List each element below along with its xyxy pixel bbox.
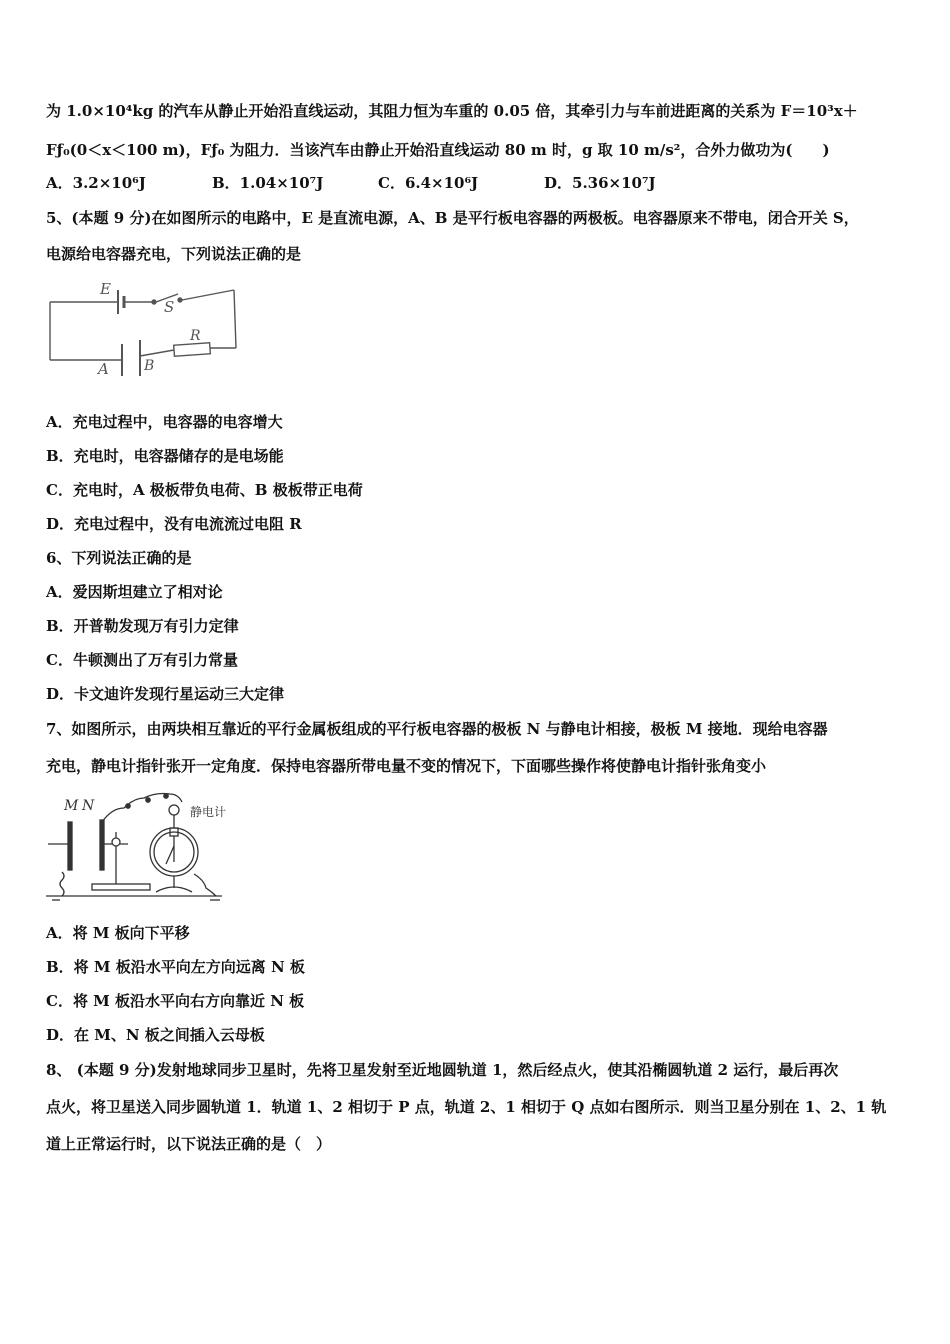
q5-stem-line1: 5、(本题 9 分)在如图所示的电路中，E 是直流电源，A、B 是平行板电容器的两极板。电容器原来不带电，闭合开关 S，: [46, 209, 859, 227]
q6-option-c: C．牛顿测出了万有引力常量: [46, 651, 238, 669]
q6-option-d: D．卡文迪许发现行星运动三大定律: [46, 685, 285, 703]
label-b: B: [144, 358, 155, 374]
q5-option-d: D．充电过程中，没有电流流过电阻 R: [46, 515, 302, 533]
q5-option-a: A．充电过程中，电容器的电容增大: [46, 413, 283, 431]
q6-option-a: A．爱因斯坦建立了相对论: [46, 583, 223, 601]
q4-options: [46, 173, 656, 193]
q8-stem-line2: 点火，将卫星送入同步圆轨道 1．轨道 1、2 相切于 P 点，轨道 2、1 相切于 Q 点如右图所示．则当卫星分别在 1、2、1 轨: [46, 1098, 887, 1116]
q4-stem-line2: Fƒ₀(0＜x＜100 m)，Fƒ₀ 为阻力．当该汽车由静止开始沿直线运动 80 m 时，g 取 10 m/s²，合外力做功为( ): [46, 141, 830, 159]
q7-stem-line2: 充电，静电计指针张开一定角度．保持电容器所带电量不变的情况下，下面哪些操作将使静电计指针张角变小: [46, 757, 767, 775]
q7-stem-line1: 7、如图所示，由两块相互靠近的平行金属板组成的平行板电容器的极板 N 与静电计相接，极板 M 接地．现给电容器: [46, 720, 828, 738]
circuit-diagram: [44, 278, 244, 382]
q4-option-a: A．3.2×10⁶J: [46, 174, 146, 192]
q7-option-b: B．将 M 板沿水平向左方向远离 N 板: [46, 958, 305, 976]
q8-stem-line3: 道上正常运行时，以下说法正确的是（ ）: [46, 1135, 332, 1153]
q5-option-c: C．充电时，A 极板带负电荷、B 极板带正电荷: [46, 481, 363, 499]
q7-option-c: C．将 M 板沿水平向右方向靠近 N 板: [46, 992, 305, 1010]
label-electroscope: 静电计: [190, 805, 227, 819]
q7-option-d: D．在 M、N 板之间插入云母板: [46, 1026, 265, 1044]
q4-option-b: B．1.04×10⁷J: [212, 174, 324, 192]
label-s: S: [164, 298, 175, 316]
q4-option-d: D．5.36×10⁷J: [544, 174, 656, 192]
q7-option-a: A．将 M 板向下平移: [46, 924, 190, 942]
q5-stem-line2: 电源给电容器充电，下列说法正确的是: [46, 245, 302, 263]
q4-stem-line1: 为 1.0×10⁴kg 的汽车从静止开始沿直线运动，其阻力恒为车重的 0.05 倍，其牵引力与车前进距离的关系为 F＝10³x＋: [46, 102, 858, 120]
label-e: E: [100, 280, 111, 298]
label-r: R: [190, 328, 201, 344]
q8-stem-line1: 8、 (本题 9 分)发射地球同步卫星时，先将卫星发射至近地圆轨道 1，然后经点火，使其沿椭圆轨道 2 运行，最后再次: [46, 1061, 839, 1079]
label-n: N: [82, 798, 95, 814]
q5-option-b: B．充电时，电容器储存的是电场能: [46, 447, 284, 465]
label-m: M: [64, 798, 79, 814]
q4-option-c: C．6.4×10⁶J: [378, 174, 479, 192]
q6-option-b: B．开普勒发现万有引力定律: [46, 617, 239, 635]
q6-stem: 6、下列说法正确的是: [46, 549, 192, 567]
label-a: A: [98, 360, 109, 378]
electroscope-diagram: [44, 792, 240, 904]
